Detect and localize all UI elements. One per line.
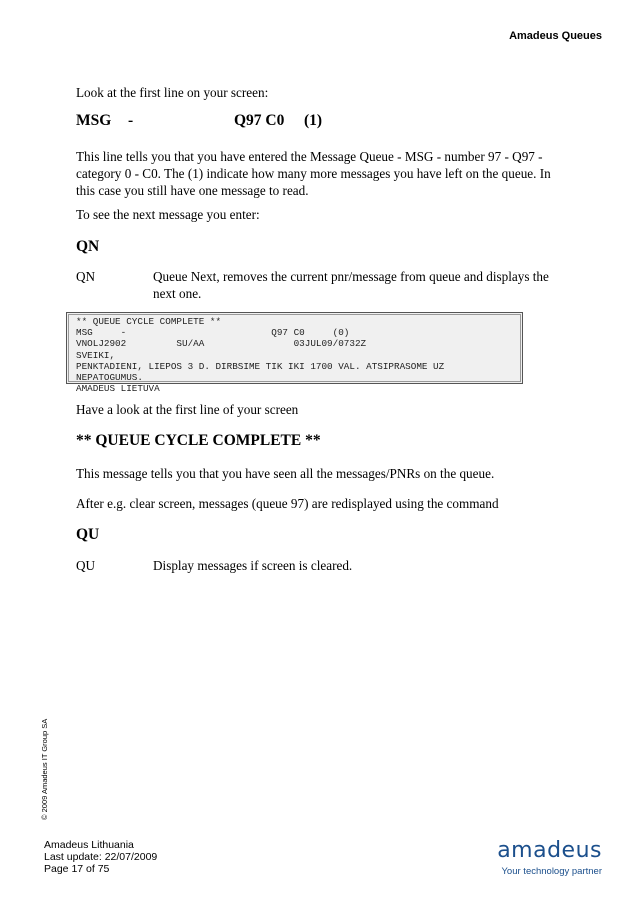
logo-tagline: Your technology partner <box>501 866 602 877</box>
msg-dash: - <box>128 112 134 129</box>
msg-line <box>76 112 566 132</box>
logo-wordmark: amadeus <box>497 838 602 863</box>
cycle-complete-heading: ** QUEUE CYCLE COMPLETE ** <box>76 432 321 449</box>
header-title: Amadeus Queues <box>509 30 602 42</box>
footer-page-number: Page 17 of 75 <box>44 863 110 875</box>
qn-description: Queue Next, removes the current pnr/message from queue and displays the next one. <box>153 269 549 301</box>
qn-key: QN <box>76 269 96 284</box>
redisplay-text: After e.g. clear screen, messages (queue 97) are redisplayed using the command <box>76 496 499 511</box>
look-again-text: Have a look at the first line of your screen <box>76 402 299 417</box>
footer-last-update: Last update: 22/07/2009 <box>44 851 158 863</box>
terminal-text: ** QUEUE CYCLE COMPLETE ** MSG - Q97 C0 (0) VNOLJ2902 SU/AA 03JUL09/0732Z SVEIKI, PENKTADIENI, LIEPOS 3 D. DIRBSIME TIK IKI 1700 VAL. ATSIPRASOME UZ NEPATOGUMUS. AMADEUS LIETUVA <box>76 316 445 395</box>
amadeus-logo <box>482 840 602 880</box>
explain-paragraph: This line tells you that you have entered the Message Queue - MSG - number 97 - Q97 - category 0 - C0. The (1) indicate how many more messages you have left on the queue. In this case you still have one message to read. <box>76 149 551 198</box>
msg-count: (1) <box>304 112 323 129</box>
msg-queue: Q97 C0 <box>234 112 285 129</box>
msg-label: MSG <box>76 112 112 129</box>
qu-description: Display messages if screen is cleared. <box>153 558 353 573</box>
intro-text: Look at the first line on your screen: <box>76 85 269 100</box>
copyright-notice: © 2009 Amadeus IT Group SA <box>40 718 49 820</box>
footer <box>44 839 157 875</box>
terminal-screen <box>66 312 523 395</box>
next-prompt: To see the next message you enter: <box>76 207 260 222</box>
command-qn: QN <box>76 238 100 255</box>
cycle-explain-text: This message tells you that you have seen all the messages/PNRs on the queue. <box>76 466 495 481</box>
qu-key: QU <box>76 558 96 573</box>
footer-company: Amadeus Lithuania <box>44 839 134 851</box>
command-qu: QU <box>76 526 100 543</box>
